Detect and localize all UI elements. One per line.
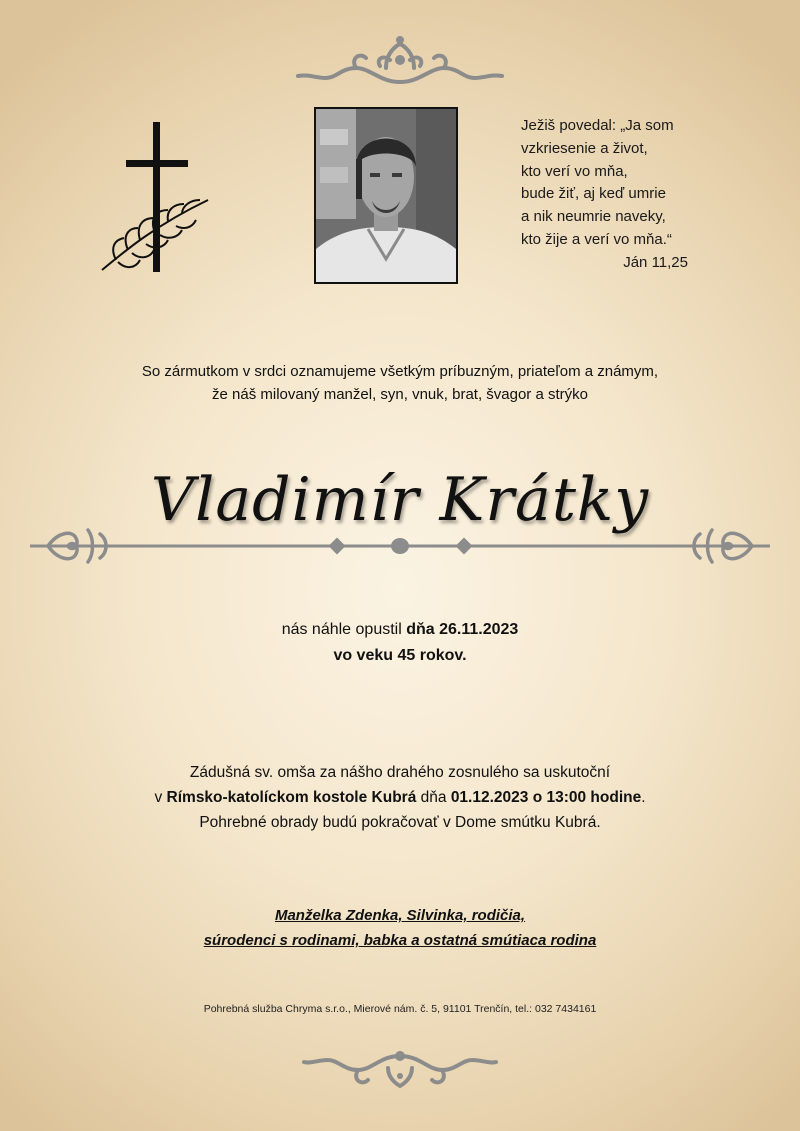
funeral-place: Rímsko-katolíckom kostole Kubrá [166,789,417,806]
portrait-image [316,109,456,282]
funeral-info [0,760,800,835]
quote-line: bude žiť, aj keď umrie [521,185,666,203]
family-line: Manželka Zdenka, Silvinka, rodičia, [274,907,526,924]
funeral-line [0,785,800,810]
quote-line: a nik neumrie naveky, [521,208,666,226]
deceased-name: Vladimír Krátky [150,465,650,535]
quote-line: Ježiš povedal: „Ja som [521,117,674,134]
funeral-prefix: v [154,789,167,806]
death-date: dňa 26.11.2023 [406,621,519,638]
death-date-line [0,617,800,643]
ornament-divider-icon [28,522,772,570]
funeral-suffix: . [641,789,646,806]
death-prefix: nás náhle opustil [281,621,407,638]
bible-quote [521,115,711,275]
funeral-line: Zádušná sv. omša za nášho drahého zosnulého sa uskutoční [189,764,611,781]
funeral-datetime: 01.12.2023 o 13:00 hodine [450,789,642,806]
death-age-line [0,643,800,669]
family-line: súrodenci s rodinami, babka a ostatná smútiaca rodina [203,932,597,949]
quote-line: kto verí vo mňa, [521,162,628,180]
quote-line: kto žije a verí vo mňa.“ [521,230,672,248]
portrait-photo [314,107,458,284]
intro-line: So zármutkom v srdci oznamujeme všetkým príbuzným, priateľom a známym, [141,363,659,380]
cross-icon [96,120,216,280]
funeral-mid: dňa [416,789,451,806]
ornament-bottom-icon [300,1040,500,1090]
death-age: vo veku 45 rokov. [333,647,467,664]
funeral-service-footer: Pohrebná služba Chryma s.r.o., Mierové nám. č. 5, 91101 Trenčín, tel.: 032 7434161 [203,1003,597,1015]
announcement-intro [0,360,800,406]
funeral-line: Pohrebné obrady budú pokračovať v Dome smútku Kubrá. [199,814,601,831]
intro-line: že náš milovaný manžel, syn, vnuk, brat, švagor a strýko [212,386,588,403]
mourning-family [0,903,800,953]
quote-reference: Ján 11,25 [623,253,688,271]
ornament-top-icon [290,30,510,95]
quote-line: vzkriesenie a život, [521,139,648,157]
death-info [0,617,800,669]
